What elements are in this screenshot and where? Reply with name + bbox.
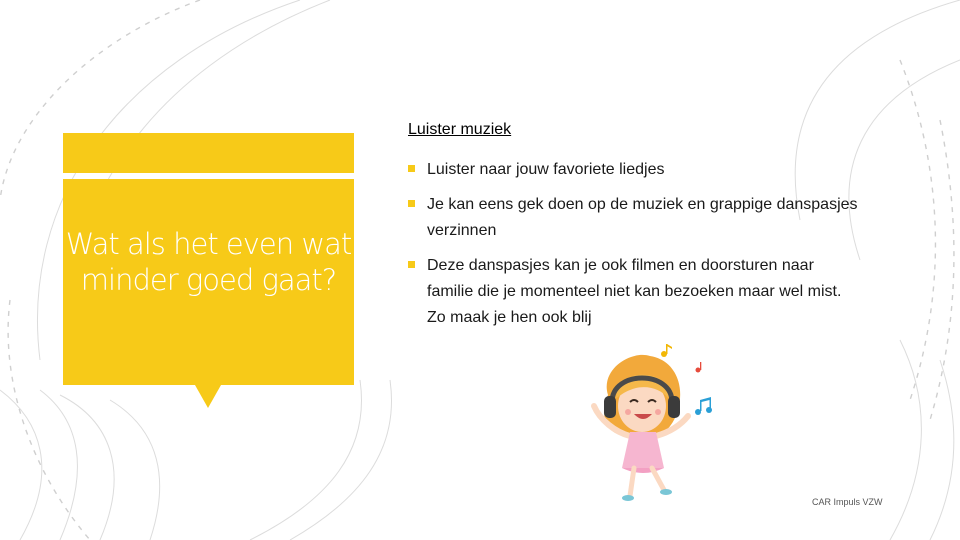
square-bullet-icon (408, 165, 415, 172)
slide-title: Wat als het even wat minder goed gaat? (65, 227, 352, 297)
bullet-list (408, 157, 858, 340)
bullet-item (408, 192, 858, 244)
girl-with-headphones-dancing-icon (560, 340, 730, 510)
square-bullet-icon (408, 261, 415, 268)
title-panel-pointer (195, 385, 221, 408)
credit-text: CAR Impuls VZW (812, 497, 883, 507)
bullet-text: Luister naar jouw favoriete liedjes (427, 161, 665, 178)
bullet-text: Deze danspasjes kan je ook filmen en doorsturen naar familie die je momenteel niet kan bezoeken maar wel mist. Zo maak je hen ook blij (427, 257, 842, 326)
section-heading: Luister muziek (408, 121, 512, 138)
bullet-text: Je kan eens gek doen op de muziek en grappige danspasjes verzinnen (427, 196, 858, 239)
bullet-item (408, 157, 858, 183)
title-accent-strip (63, 133, 354, 173)
bullet-item (408, 253, 858, 331)
square-bullet-icon (408, 200, 415, 207)
